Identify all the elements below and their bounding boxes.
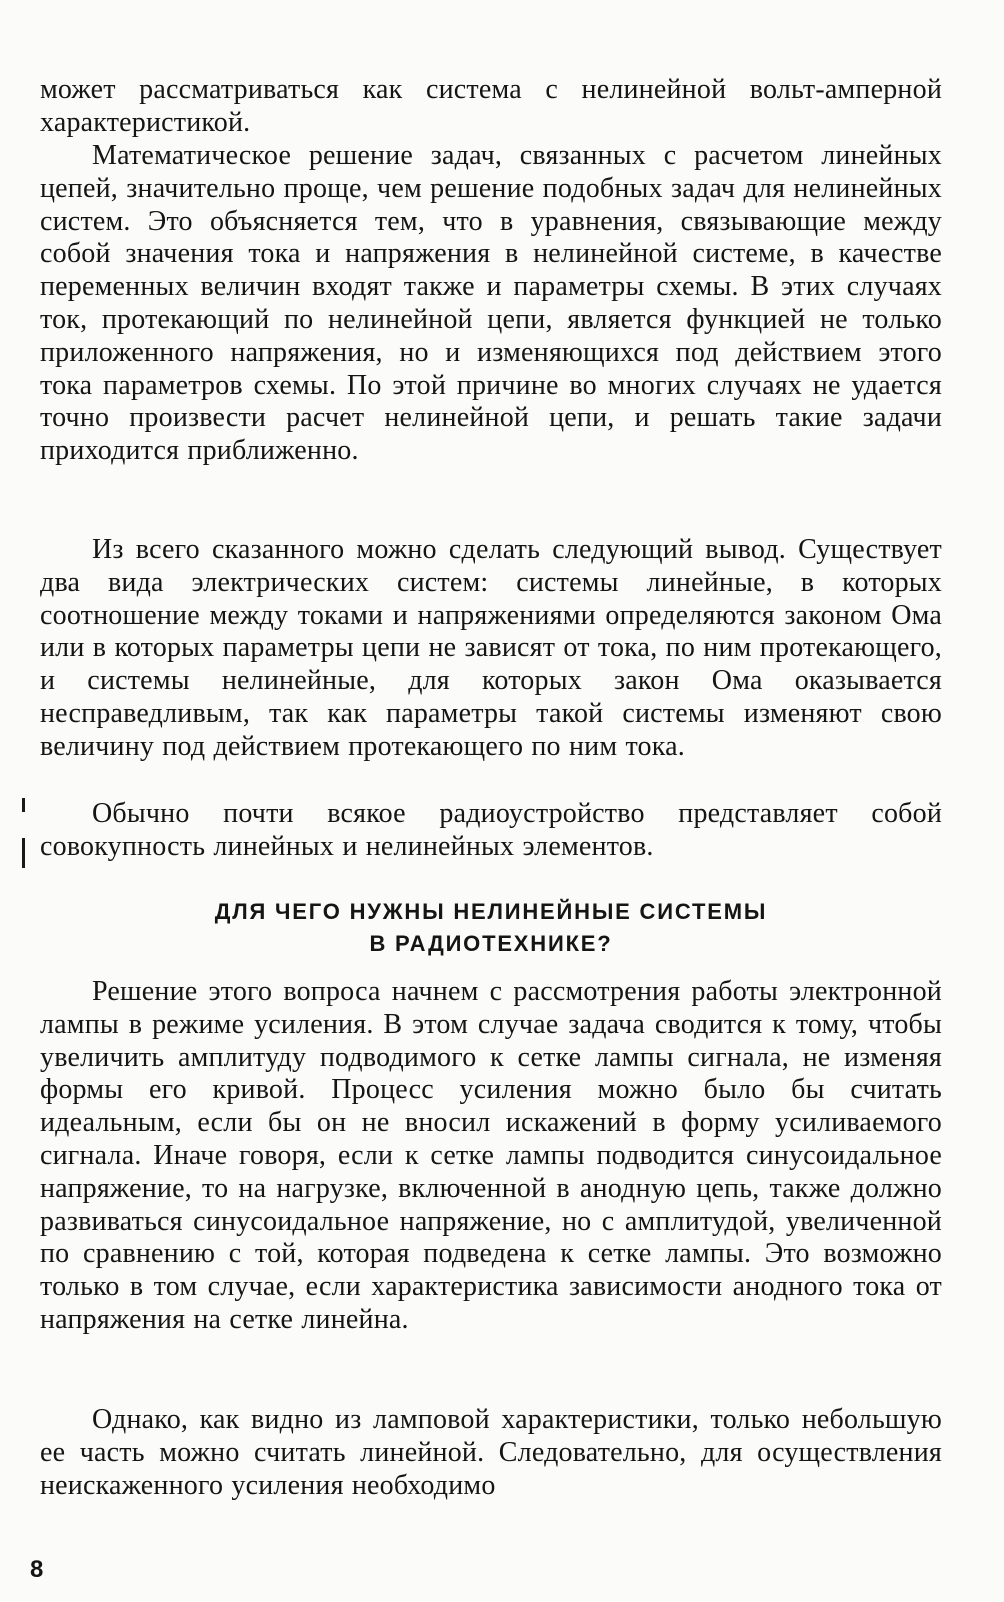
- paragraph-continuation: может рассматриваться как система с нелинейной вольт-амперной характеристикой.: [40, 74, 942, 138]
- margin-mark-bottom: [22, 838, 25, 868]
- section-heading-line-2: В РАДИОТЕХНИКЕ?: [369, 931, 613, 956]
- paragraph-tube-characteristic: Однако, как видно из ламповой характеристики, только небольшую ее часть можно считать линейной. Следовательно, для осуществления неискаженного усиления необходимо: [40, 1404, 942, 1501]
- paragraph-radio-devices: Обычно почти всякое радиоустройство представляет собой совокупность линейных и нелинейных элементов.: [40, 798, 942, 862]
- section-heading: [40, 896, 942, 960]
- paragraph-math-solution: Математическое решение задач, связанных с расчетом линейных цепей, значительно проще, чем решение подобных задач для нелинейных систем. Это объясняется тем, что в уравнения, связывающие между собой значения тока и напряжения в нелинейной системе, в качестве переменных величин входят также и параметры схемы. В этих случаях ток, протекающий по нелинейной цепи, является функцией не только приложенного напряжения, но и изменяющихся под действием этого тока параметров схемы. По этой причине во многих случаях не удается точно произвести расчет нелинейной цепи, и решать такие задачи приходится приближенно.: [40, 140, 942, 467]
- section-heading-line-1: ДЛЯ ЧЕГО НУЖНЫ НЕЛИНЕЙНЫЕ СИСТЕМЫ: [214, 899, 768, 924]
- margin-mark-top: [22, 798, 25, 812]
- paragraph-conclusion: Из всего сказанного можно сделать следующий вывод. Существует два вида электрических систем: системы линейные, в которых соотношение между токами и напряжениями определяются законом Ома или в которых параметры цепи не зависят от тока, по ним протекающего, и системы нелинейные, для которых закон Ома оказывается несправедливым, так как параметры такой системы изменяют свою величину под действием протекающего по ним тока.: [40, 534, 942, 762]
- page-number: 8: [30, 1556, 44, 1583]
- paragraph-amplification: Решение этого вопроса начнем с рассмотрения работы электронной лампы в режиме усиления. В этом случае задача сводится к тому, чтобы увеличить амплитуду подводимого к сетке лампы сигнала, не изменяя формы его кривой. Процесс усиления можно было бы считать идеальным, если бы он не вносил искажений в форму усиливаемого сигнала. Иначе говоря, если к сетке лампы подводится синусоидальное напряжение, то на нагрузке, включенной в анодную цепь, также должно развиваться синусоидальное напряжение, но с амплитудой, увеличенной по сравнению с той, которая подведена к сетке лампы. Это возможно только в том случае, если характеристика зависимости анодного тока от напряжения на сетке линейна.: [40, 976, 942, 1335]
